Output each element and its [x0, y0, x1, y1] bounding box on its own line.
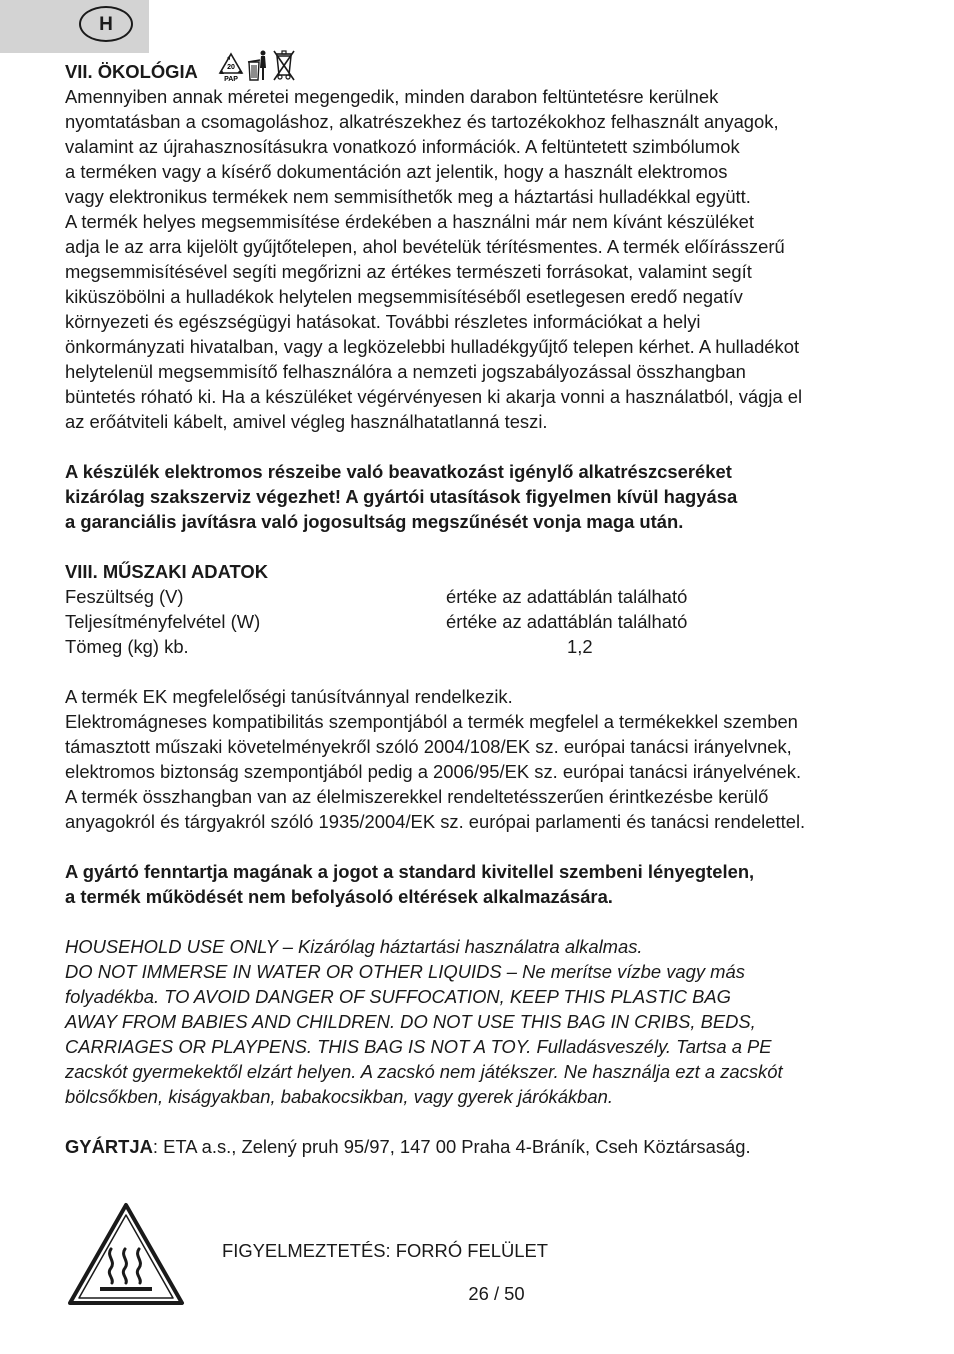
- language-badge: H: [79, 6, 133, 42]
- warning-text: FIGYELMEZTETÉS: FORRÓ FELÜLET: [222, 1240, 548, 1261]
- text-line: megsemmisítésével segíti megőrizni az értékes természeti forrásokat, valamint segít: [65, 261, 752, 282]
- italic-safety-line: HOUSEHOLD USE ONLY – Kizárólag háztartási használatra alkalmas.: [65, 936, 643, 957]
- text-line: Elektromágneses kompatibilitás szempontjából a termék megfelel a termékekkel szemben: [65, 711, 798, 732]
- spec-row: [65, 634, 925, 659]
- language-tab: [0, 0, 149, 53]
- waste-bin-icon: [247, 50, 269, 82]
- italic-safety-line: DO NOT IMMERSE IN WATER OR OTHER LIQUIDS – Ne merítse vízbe vagy más: [65, 961, 745, 982]
- recycling-pap-20-icon: [218, 52, 244, 82]
- spec-label: Tömeg (kg) kb.: [65, 636, 189, 657]
- text-line: önkormányzati hivatalban, vagy a legközelebbi hulladékgyűjtő telepen kérhet. A hulladékot: [65, 336, 800, 357]
- bold-warning-line: a garanciális javításra való jogosultság megszűnését vonja maga után.: [65, 511, 684, 532]
- text-line: valamint az újrahasznosításukra vonatkozó információk. A feltüntetett szimbólumok: [65, 136, 740, 157]
- spec-value: 1,2: [567, 636, 593, 657]
- text-line: A termék helyes megsemmisítése érdekében a használni már nem kívánt készüléket: [65, 211, 754, 232]
- text-line: vagy elektronikus termékek nem semmisíthetők meg a háztartási hulladékkal együtt.: [65, 186, 751, 207]
- text-line: a terméken vagy a kísérő dokumentáción azt jelentik, hogy a használt elektromos: [65, 161, 728, 182]
- text-line: környezeti és egészségügyi hatásokat. További részletes információkat a helyi: [65, 311, 701, 332]
- bold-notice-line: a termék működését nem befolyásoló eltérések alkalmazására.: [65, 886, 613, 907]
- text-line: anyagokról és tárgyakról szóló 1935/2004/EK sz. európai parlamenti és tanácsi rendelettel.: [65, 811, 806, 832]
- text-line: A termék összhangban van az élelmiszerekkel rendeltetésszerűen érintkezésbe kerülő: [65, 786, 769, 807]
- text-line: adja le az arra kijelölt gyűjtőtelepen, ahol bevételük térítésmentes. A termék előírásszerű: [65, 236, 785, 257]
- text-line: A termék EK megfelelőségi tanúsítvánnyal rendelkezik.: [65, 686, 513, 707]
- manufacturer-text: : ETA a.s., Zelený pruh 95/97, 147 00 Praha 4-Bráník, Cseh Köztársaság.: [152, 1136, 751, 1157]
- text-line: büntetés róható ki. Ha a készüléket végérvényesen ki akarja vonni a használatból, vágja el: [65, 386, 803, 407]
- text-line: támasztott műszaki követelményekről szóló 2004/108/EK sz. európai tanácsi irányelvnek,: [65, 736, 792, 757]
- bold-notice-line: A gyártó fenntartja magának a jogot a standard kivitellel szembeni lényegtelen,: [65, 861, 755, 882]
- document-body: [65, 59, 925, 1159]
- italic-safety-line: CARRIAGES OR PLAYPENS. THIS BAG IS NOT A TOY. Fulladásveszély. Tartsa a PE: [65, 1036, 772, 1057]
- text-line: Amennyiben annak méretei megengedik, minden darabon feltüntetésre kerülnek: [65, 86, 719, 107]
- text-line: helytelenül megsemmisítő felhasználóra a nemzeti jogszabályozással összhangban: [65, 361, 746, 382]
- spec-label: Teljesítményfelvétel (W): [65, 611, 261, 632]
- italic-safety-line: AWAY FROM BABIES AND CHILDREN. DO NOT USE THIS BAG IN CRIBS, BEDS,: [65, 1011, 756, 1032]
- recycling-material: PAP: [223, 76, 238, 82]
- text-line: kiküszöbölni a hulladékok helytelen megsemmisítéséből esetlegesen eredő negatív: [65, 286, 743, 307]
- spec-label: Feszültség (V): [65, 586, 184, 607]
- text-line: nyomtatásban a csomagoláshoz, alkatrészekhez és tartozékokhoz felhasznált anyagok,: [65, 111, 779, 132]
- text-line: elektromos biztonság szempontjából pedig a 2006/95/EK sz. európai tanácsi irányelvének.: [65, 761, 802, 782]
- italic-safety-line: bölcsőkben, kiságyakban, babakocsikban, vagy gyerek járókákban.: [65, 1086, 613, 1107]
- manufacturer-label: GYÁRTJA: [65, 1136, 153, 1157]
- recycling-code: 20: [226, 64, 235, 71]
- spec-value: értéke az adattáblán található: [446, 586, 688, 607]
- spec-row: [65, 584, 925, 609]
- italic-safety-line: folyadékba. TO AVOID DANGER OF SUFFOCATION, KEEP THIS PLASTIC BAG: [65, 986, 731, 1007]
- spec-row: [65, 609, 925, 634]
- section-ecology-heading: [65, 59, 925, 84]
- page-number: 26 / 50: [468, 1283, 525, 1304]
- section-title: VII. ÖKOLÓGIA: [65, 61, 198, 82]
- ecology-icons: [218, 48, 296, 82]
- spec-value: értéke az adattáblán található: [446, 611, 688, 632]
- bold-warning-line: A készülék elektromos részeibe való beavatkozást igénylő alkatrészcseréket: [65, 461, 732, 482]
- italic-safety-line: zacskót gyermekektől elzárt helyen. A zacskó nem játékszer. Ne használja ezt a zacskót: [65, 1061, 783, 1082]
- manufacturer-line: [65, 1134, 925, 1159]
- crossed-out-bin-icon: [272, 48, 296, 82]
- bold-warning-line: kizárólag szakszerviz végezhet! A gyártói utasítások figyelmen kívül hagyása: [65, 486, 738, 507]
- text-line: az erőátviteli kábelt, amivel végleg használhatatlanná teszi.: [65, 411, 548, 432]
- section-title: VIII. MŰSZAKI ADATOK: [65, 561, 268, 582]
